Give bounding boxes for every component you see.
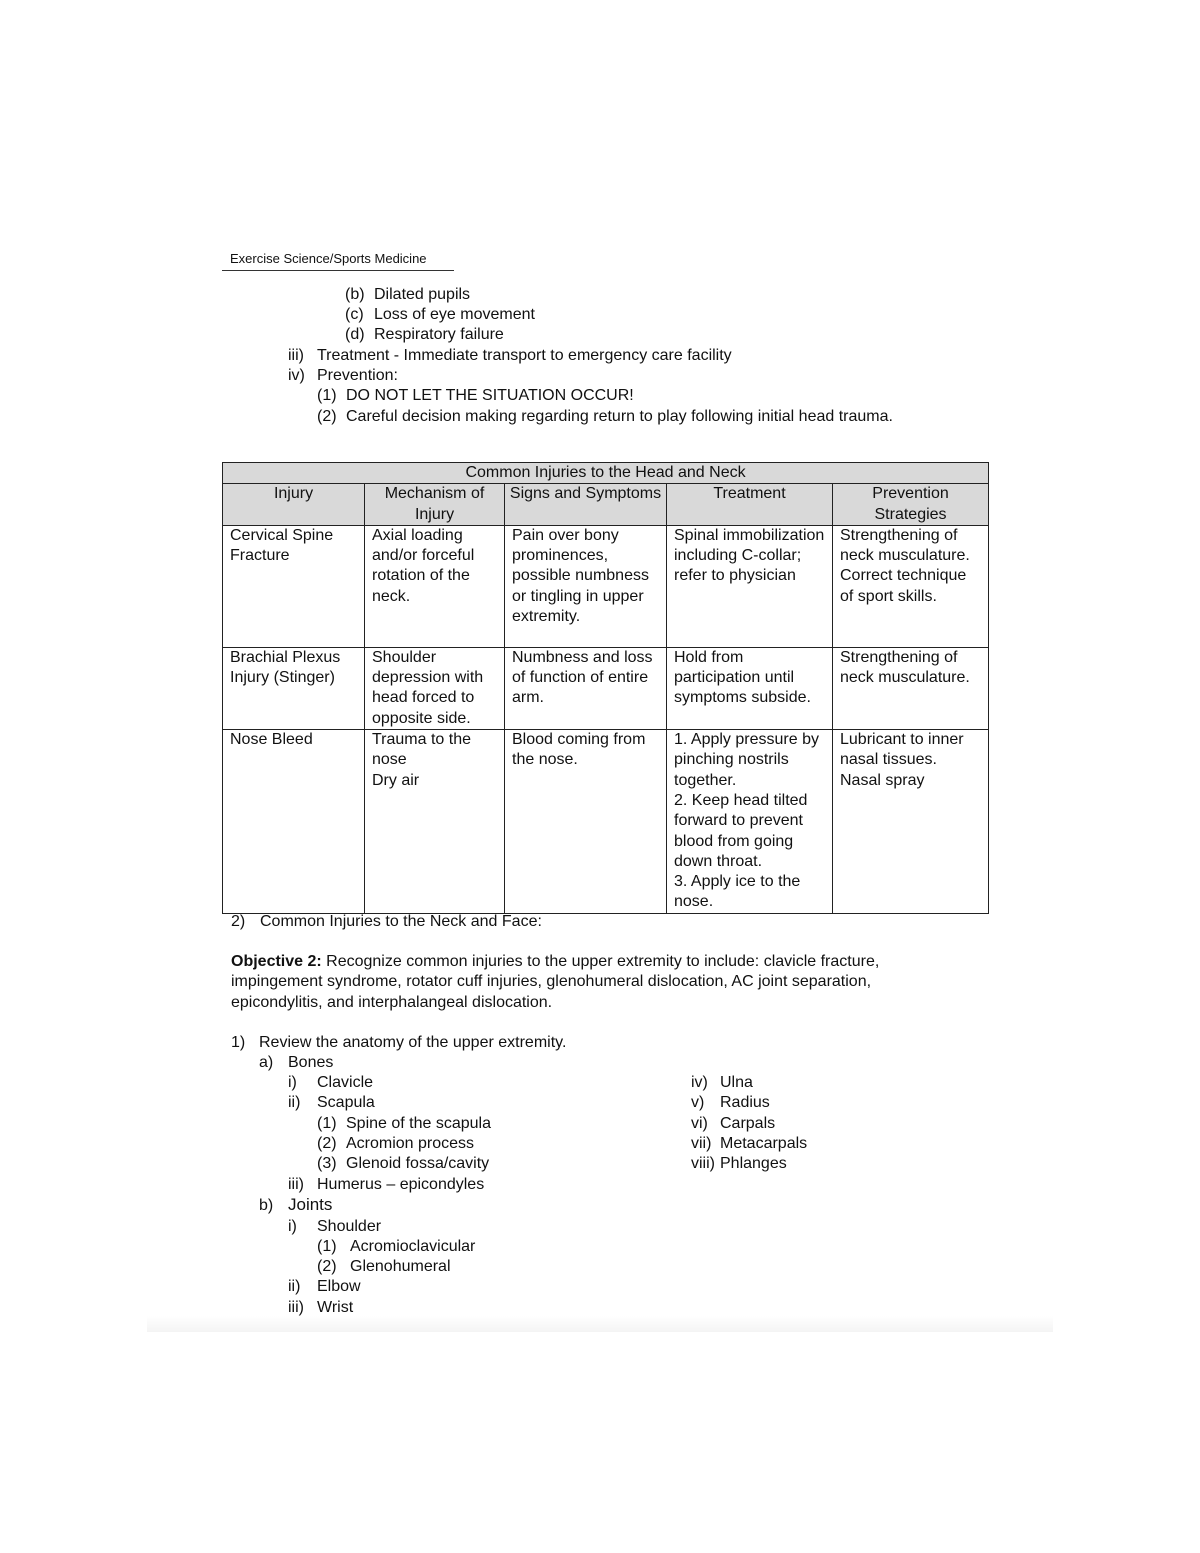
list-text: Phlanges (720, 1155, 787, 1172)
column-header: Prevention Strategies (833, 484, 989, 526)
column-header: Treatment (667, 484, 833, 526)
list-text: Spine of the scapula (346, 1115, 491, 1132)
outline-scapula (288, 1093, 375, 1113)
table-cell: Blood coming from the nose. (505, 730, 667, 914)
list-number: viii) (691, 1155, 715, 1172)
list-text: Ulna (720, 1074, 753, 1091)
list-number: i) (288, 1218, 297, 1235)
column-header: Mechanism of Injury (365, 484, 505, 526)
list-number: ii) (288, 1278, 301, 1295)
outline-phlanges (691, 1154, 787, 1174)
list-text: Clavicle (317, 1074, 374, 1091)
list-number: vii) (691, 1135, 712, 1152)
outline-acromioclavicular (317, 1237, 475, 1257)
list-number: iii) (288, 347, 304, 364)
head-neck-injuries-table (222, 462, 989, 914)
table-cell: Cervical Spine Fracture (223, 525, 365, 647)
outline-acromion (317, 1134, 474, 1154)
list-text: Prevention: (317, 367, 398, 384)
list-text: Bones (288, 1054, 334, 1071)
list-text: Elbow (317, 1278, 361, 1295)
list-text: Glenohumeral (350, 1258, 451, 1275)
table-cell: 1. Apply pressure by pinching nostrils together. 2. Keep head tilted forward to prevent blood from going down throat. 3. Apply ice to the nose. (667, 730, 833, 914)
running-header: Exercise Science/Sports Medicine (222, 251, 454, 271)
list-text: DO NOT LET THE SITUATION OCCUR! (346, 387, 634, 404)
objective-paragraph (231, 952, 966, 1013)
list-text: Acromion process (346, 1135, 475, 1152)
list-number: (b) (345, 286, 365, 303)
list-number: 2) (231, 913, 246, 930)
table-cell: Pain over bony prominences, possible numbness or tingling in upper extremity. (505, 525, 667, 647)
table-cell: Brachial Plexus Injury (Stinger) (223, 647, 365, 729)
table-cell: Lubricant to inner nasal tissues. Nasal spray (833, 730, 989, 914)
list-text: Acromioclavicular (350, 1238, 476, 1255)
table-cell: Spinal immobilization including C-collar; refer to physician (667, 525, 833, 647)
table-cell: Nose Bleed (223, 730, 365, 914)
table-header-row (223, 484, 989, 526)
list-text: Review the anatomy of the upper extremity. (259, 1034, 567, 1051)
table-cell: Axial loading and/or forceful rotation of the neck. (365, 525, 505, 647)
outline-spine-of-scapula (317, 1114, 491, 1134)
objective-text: Recognize common injuries to the upper extremity to include: clavicle fracture, impingement syndrome, rotator cuff injuries, glenohumeral dislocation, AC joint separation, epicondylitis, and interphalangeal dislocation. (231, 953, 880, 1011)
table-caption-row (223, 463, 989, 484)
list-number: (c) (345, 306, 364, 323)
list-text: Common Injuries to the Neck and Face: (260, 913, 542, 930)
outline-joints (259, 1195, 332, 1216)
list-number: (2) (317, 1258, 337, 1275)
page-bottom-shadow (147, 1316, 1053, 1332)
list-number: iv) (691, 1074, 708, 1091)
table-cell: Numbness and loss of function of entire arm. (505, 647, 667, 729)
outline-glenohumeral (317, 1257, 451, 1277)
outline-review (231, 1033, 566, 1053)
column-header: Injury (223, 484, 365, 526)
list-number: a) (259, 1054, 274, 1071)
outline-carpals (691, 1114, 775, 1134)
list-item-prevention-2 (317, 407, 893, 427)
table-row (223, 730, 989, 914)
outline-glenoid (317, 1154, 489, 1174)
list-number: 1) (231, 1034, 246, 1051)
table-row (223, 647, 989, 729)
outline-ulna (691, 1073, 753, 1093)
table-caption: Common Injuries to the Head and Neck (223, 463, 989, 484)
list-text: Scapula (317, 1094, 375, 1111)
column-header: Signs and Symptoms (505, 484, 667, 526)
list-number: (1) (317, 1238, 337, 1255)
table-cell: Strengthening of neck musculature. (833, 647, 989, 729)
list-text: Careful decision making regarding return to play following initial head trauma. (346, 408, 893, 425)
list-number: iii) (288, 1299, 304, 1316)
list-text: Loss of eye movement (374, 306, 535, 323)
list-item-d (345, 325, 504, 345)
list-text: Joints (288, 1195, 333, 1214)
list-number: iii) (288, 1176, 304, 1193)
outline-humerus (288, 1175, 484, 1195)
table-cell: Shoulder depression with head forced to opposite side. (365, 647, 505, 729)
list-item-c (345, 305, 535, 325)
table-row (223, 525, 989, 647)
list-number: (2) (317, 1135, 337, 1152)
list-text: Respiratory failure (374, 326, 504, 343)
list-text: Metacarpals (720, 1135, 808, 1152)
table-cell: Trauma to the nose Dry air (365, 730, 505, 914)
list-text: Humerus – epicondyles (317, 1176, 485, 1193)
list-text: Wrist (317, 1299, 354, 1316)
outline-metacarpals (691, 1134, 807, 1154)
list-number: (1) (317, 1115, 337, 1132)
table-cell: Hold from participation until symptoms subside. (667, 647, 833, 729)
list-number: i) (288, 1074, 297, 1091)
list-text: Carpals (720, 1115, 776, 1132)
list-number: ii) (288, 1094, 301, 1111)
list-text: Dilated pupils (374, 286, 471, 303)
outline-elbow (288, 1277, 361, 1297)
list-number: iv) (288, 367, 305, 384)
list-number: (2) (317, 408, 337, 425)
list-number: v) (691, 1094, 705, 1111)
list-text: Shoulder (317, 1218, 382, 1235)
list-number: b) (259, 1197, 274, 1214)
outline-shoulder (288, 1217, 381, 1237)
list-item-b (345, 285, 470, 305)
list-text: Treatment - Immediate transport to emergency care facility (317, 347, 732, 364)
list-number: vi) (691, 1115, 708, 1132)
objective-label: Objective 2: (231, 953, 322, 970)
list-item-treatment (288, 346, 732, 366)
table-cell: Strengthening of neck musculature. Correct technique of sport skills. (833, 525, 989, 647)
list-number: (3) (317, 1155, 337, 1172)
outline-clavicle (288, 1073, 373, 1093)
outline-bones (259, 1053, 333, 1073)
list-item-prevention-1 (317, 386, 634, 406)
section-heading-neck-face (231, 912, 542, 932)
outline-radius (691, 1093, 770, 1113)
list-number: (d) (345, 326, 365, 343)
list-item-prevention (288, 366, 398, 386)
list-number: (1) (317, 387, 337, 404)
list-text: Radius (720, 1094, 770, 1111)
outline-wrist (288, 1298, 353, 1318)
list-text: Glenoid fossa/cavity (346, 1155, 490, 1172)
